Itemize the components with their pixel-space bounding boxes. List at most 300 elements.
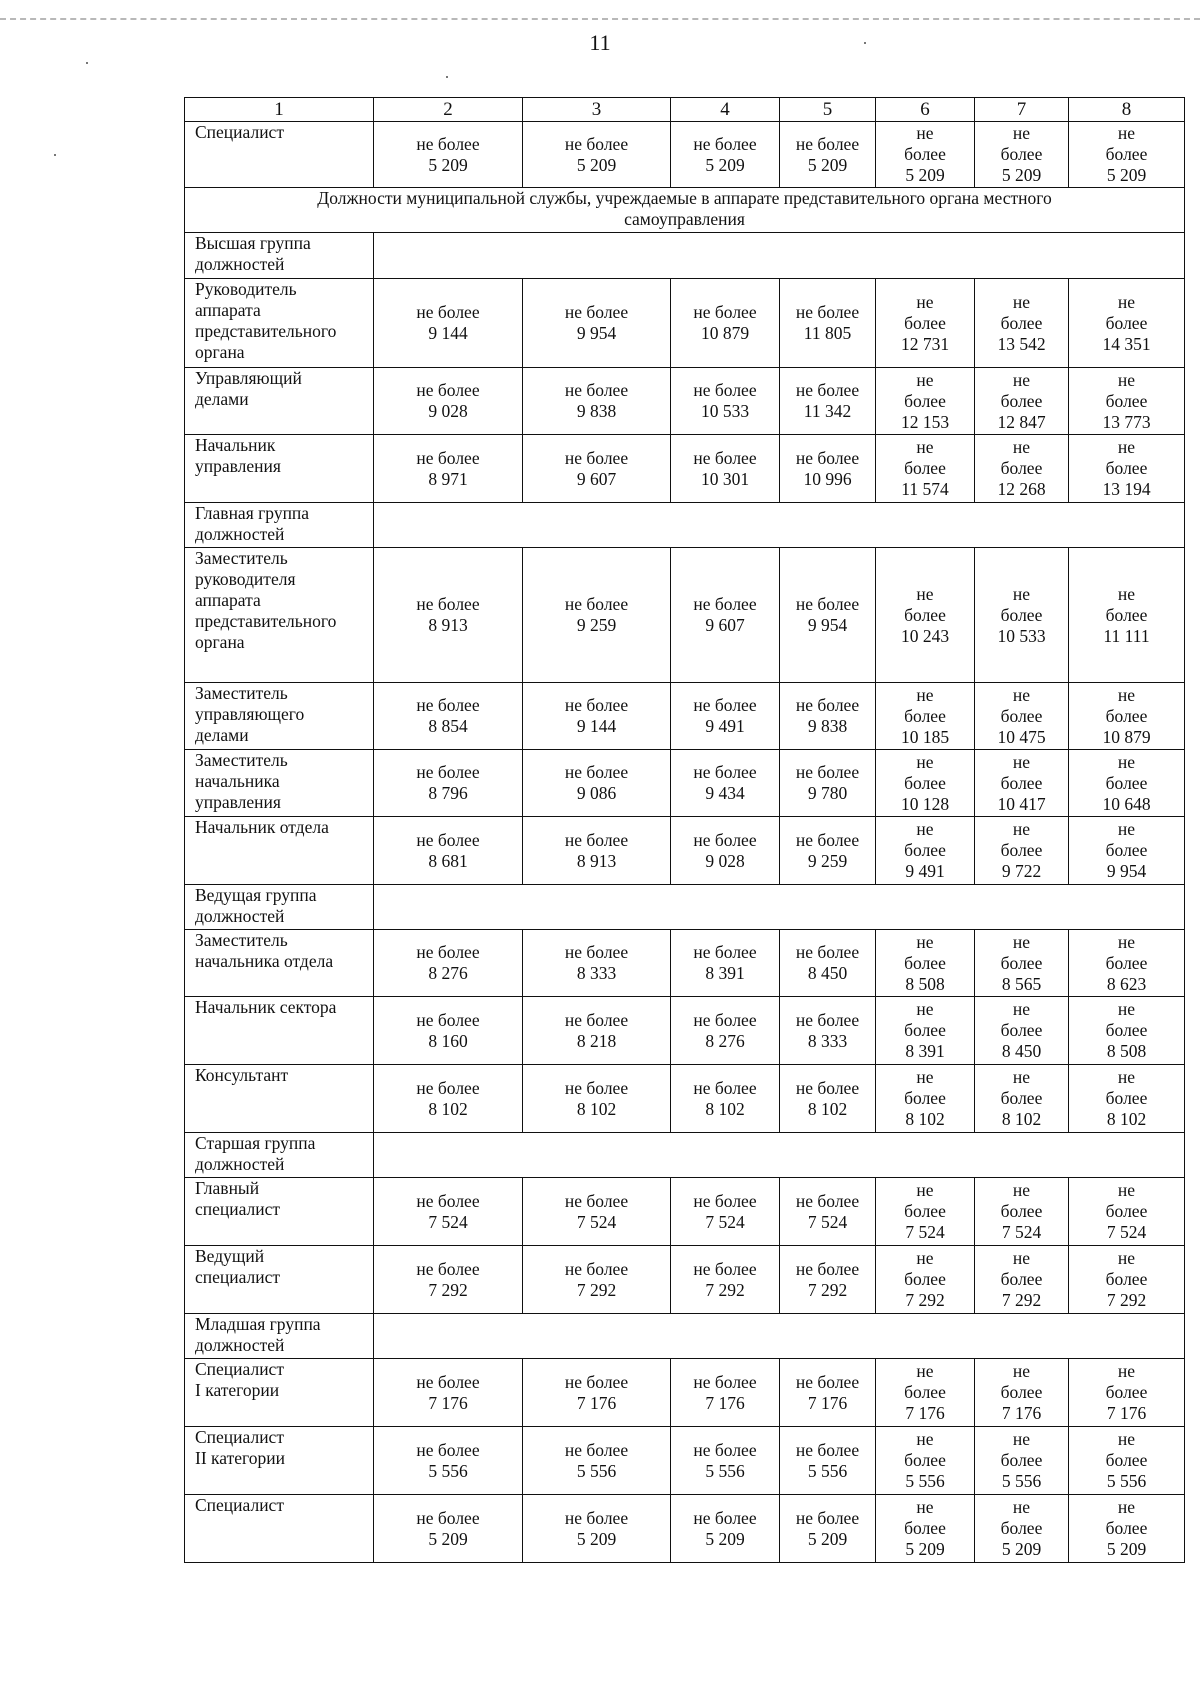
salary-prefix: не более xyxy=(693,1077,757,1098)
salary-prefix: не xyxy=(1117,1361,1136,1381)
position-name xyxy=(185,1359,374,1427)
salary-cell xyxy=(876,279,975,368)
salary-value: 8 102 xyxy=(428,1098,468,1119)
salary-cell xyxy=(374,930,523,997)
position-name xyxy=(185,1495,374,1563)
column-number-row xyxy=(185,98,1185,122)
salary-prefix: не более xyxy=(693,1190,757,1211)
salary-prefix: не xyxy=(916,1180,934,1200)
salary-prefix: не xyxy=(1012,291,1031,312)
salary-prefix: более xyxy=(1000,458,1043,478)
salary-prefix: не более xyxy=(416,1009,480,1030)
salary-cell xyxy=(876,1246,975,1314)
salary-prefix: не более xyxy=(564,1077,629,1098)
salary-cell xyxy=(1069,1427,1185,1495)
group-header-row xyxy=(185,1314,1185,1359)
salary-prefix: не более xyxy=(416,302,480,322)
salary-cell xyxy=(1069,1178,1185,1246)
salary-prefix: не xyxy=(1117,123,1136,143)
salary-prefix: более xyxy=(904,458,946,478)
salary-cell xyxy=(975,435,1069,503)
salary-prefix: более xyxy=(1105,312,1148,333)
salary-value: 10 301 xyxy=(700,468,750,489)
salary-value: 8 450 xyxy=(1001,1041,1042,1061)
position-name xyxy=(185,750,374,817)
salary-value: 7 292 xyxy=(428,1279,468,1300)
salary-prefix: более xyxy=(1105,1201,1148,1221)
salary-cell xyxy=(374,1359,523,1427)
salary-value: 9 722 xyxy=(1001,861,1042,881)
salary-cell xyxy=(374,1246,523,1314)
salary-value: 7 292 xyxy=(576,1279,617,1300)
salary-prefix: не xyxy=(1117,1429,1136,1449)
group-title xyxy=(185,885,374,930)
salary-cell xyxy=(1069,817,1185,885)
salary-cell xyxy=(374,1065,523,1133)
salary-prefix: не xyxy=(916,999,934,1019)
salary-cell xyxy=(876,817,975,885)
salary-cell xyxy=(876,997,975,1065)
salary-cell xyxy=(523,1178,671,1246)
salary-prefix: более xyxy=(904,604,946,625)
salary-value: 7 292 xyxy=(905,1290,945,1310)
salary-value: 9 491 xyxy=(705,716,745,736)
position-name-line: делами xyxy=(195,389,249,409)
salary-prefix: не более xyxy=(693,594,757,614)
salary-value: 10 185 xyxy=(900,726,950,747)
salary-prefix: не xyxy=(916,684,934,705)
position-name-line: Начальник сектора xyxy=(195,997,337,1017)
salary-value: 10 996 xyxy=(803,468,852,489)
salary-prefix: не более xyxy=(795,1439,860,1460)
salary-value: 8 218 xyxy=(576,1030,617,1051)
salary-prefix: не xyxy=(1117,1248,1136,1268)
salary-cell xyxy=(671,279,780,368)
salary-prefix: не более xyxy=(416,1507,480,1528)
salary-prefix: не xyxy=(916,1497,934,1517)
table-row xyxy=(185,279,1185,368)
position-name-line: Консультант xyxy=(195,1065,289,1085)
salary-cell xyxy=(975,1178,1069,1246)
salary-cell xyxy=(374,683,523,750)
salary-prefix: не xyxy=(1117,369,1136,390)
salary-cell xyxy=(671,683,780,750)
salary-cell xyxy=(523,817,671,885)
salary-prefix: более xyxy=(1000,1201,1043,1221)
salary-value: 8 102 xyxy=(576,1098,617,1119)
salary-prefix: более xyxy=(904,144,946,164)
empty-cell xyxy=(374,1133,1185,1178)
position-name-line: Специалист xyxy=(195,1359,284,1379)
salary-value: 8 681 xyxy=(428,850,468,871)
salary-value: 10 128 xyxy=(900,793,950,814)
salary-prefix: не xyxy=(916,123,934,143)
salary-cell xyxy=(374,368,523,435)
empty-cell xyxy=(374,1314,1185,1359)
salary-prefix: не xyxy=(916,437,934,457)
salary-cell xyxy=(780,435,876,503)
salary-value: 9 491 xyxy=(905,861,945,881)
salary-value: 10 417 xyxy=(997,793,1046,814)
salary-value: 11 574 xyxy=(901,479,949,499)
salary-cell xyxy=(975,1246,1069,1314)
salary-value: 9 259 xyxy=(807,850,848,871)
salary-cell xyxy=(876,750,975,817)
salary-value: 5 209 xyxy=(1001,1539,1042,1559)
column-number: 6 xyxy=(876,98,975,122)
salary-prefix: не xyxy=(1012,931,1031,952)
salary-prefix: более xyxy=(1105,705,1148,726)
salary-value: 8 565 xyxy=(1001,973,1042,994)
salary-cell xyxy=(975,1495,1069,1563)
salary-value: 8 913 xyxy=(428,615,468,635)
salary-prefix: не более xyxy=(416,447,480,468)
salary-value: 5 556 xyxy=(428,1460,468,1481)
salary-prefix: не более xyxy=(693,1439,757,1460)
salary-cell xyxy=(876,122,975,188)
salary-value: 8 102 xyxy=(1001,1109,1042,1129)
salary-value: 8 102 xyxy=(1106,1109,1147,1129)
scan-speck xyxy=(86,62,88,64)
salary-value: 8 854 xyxy=(428,716,468,736)
salary-value: 8 391 xyxy=(705,963,745,983)
salary-value: 9 028 xyxy=(428,401,468,421)
salary-cell xyxy=(523,1359,671,1427)
salary-prefix: не xyxy=(1117,751,1136,772)
salary-prefix: не более xyxy=(693,829,757,850)
salary-prefix: не xyxy=(916,369,934,390)
salary-cell xyxy=(374,548,523,683)
position-name xyxy=(185,435,374,503)
group-title xyxy=(185,503,374,548)
salary-prefix: более xyxy=(1000,840,1043,860)
salary-value: 10 533 xyxy=(997,625,1046,646)
salary-table xyxy=(184,97,1185,1563)
salary-prefix: не более xyxy=(795,1507,860,1528)
salary-prefix: не xyxy=(1117,819,1136,839)
salary-cell xyxy=(671,122,780,188)
scan-speck xyxy=(54,154,56,156)
salary-value: 9 954 xyxy=(807,615,848,635)
salary-prefix: более xyxy=(1105,604,1148,625)
salary-value: 12 153 xyxy=(900,411,950,432)
salary-prefix: не более xyxy=(564,1190,629,1211)
salary-prefix: более xyxy=(1000,1020,1043,1040)
salary-value: 8 333 xyxy=(807,1030,848,1051)
position-name-line: Заместитель xyxy=(195,548,288,568)
salary-cell xyxy=(876,1178,975,1246)
salary-prefix: не xyxy=(916,583,934,604)
salary-cell xyxy=(876,1427,975,1495)
salary-prefix: более xyxy=(1000,604,1043,625)
salary-value: 7 524 xyxy=(576,1211,617,1232)
salary-prefix: не xyxy=(1012,1067,1031,1087)
section-title-line: Должности муниципальной службы, учреждаемые в аппарате представительного органа местного xyxy=(317,188,1052,208)
salary-prefix: более xyxy=(1105,952,1148,973)
salary-value: 7 292 xyxy=(705,1279,745,1300)
salary-value: 12 268 xyxy=(997,479,1046,499)
section-title-line: самоуправления xyxy=(624,209,745,229)
position-name-line: Специалист xyxy=(195,122,284,142)
group-title-line: должностей xyxy=(195,524,285,544)
salary-prefix: более xyxy=(1000,1518,1043,1538)
salary-value: 5 556 xyxy=(1106,1471,1147,1491)
salary-value: 5 209 xyxy=(807,1528,848,1549)
salary-cell xyxy=(523,930,671,997)
salary-prefix: не более xyxy=(795,1009,860,1030)
salary-cell xyxy=(780,1359,876,1427)
salary-prefix: не более xyxy=(795,1190,860,1211)
salary-prefix: не xyxy=(916,819,934,839)
salary-value: 9 028 xyxy=(705,850,745,871)
salary-cell xyxy=(523,683,671,750)
salary-cell xyxy=(671,368,780,435)
position-name-line: управления xyxy=(195,456,281,476)
salary-value: 5 209 xyxy=(905,1539,945,1559)
salary-value: 11 111 xyxy=(1103,625,1150,646)
salary-prefix: не xyxy=(1012,369,1031,390)
position-name xyxy=(185,930,374,997)
salary-prefix: более xyxy=(1105,1518,1148,1538)
salary-prefix: не более xyxy=(795,762,860,782)
salary-value: 8 508 xyxy=(1106,1041,1147,1061)
salary-cell xyxy=(975,930,1069,997)
salary-value: 10 879 xyxy=(700,323,750,343)
salary-prefix: более xyxy=(1105,458,1148,478)
salary-cell xyxy=(374,435,523,503)
group-title-line: должностей xyxy=(195,906,285,926)
salary-cell xyxy=(523,1427,671,1495)
salary-cell xyxy=(975,122,1069,188)
salary-prefix: не более xyxy=(416,1439,480,1460)
salary-cell xyxy=(975,279,1069,368)
salary-cell xyxy=(975,997,1069,1065)
scan-speck xyxy=(864,42,866,44)
salary-prefix: более xyxy=(1105,840,1148,860)
salary-prefix: не xyxy=(1117,437,1136,457)
salary-cell xyxy=(523,122,671,188)
salary-cell xyxy=(523,1246,671,1314)
salary-prefix: не xyxy=(916,291,934,312)
salary-value: 7 524 xyxy=(1106,1222,1147,1242)
salary-prefix: не более xyxy=(416,1258,480,1279)
table-row xyxy=(185,997,1185,1065)
group-title-line: должностей xyxy=(195,254,285,274)
salary-cell xyxy=(780,997,876,1065)
salary-prefix: не более xyxy=(795,695,860,715)
salary-cell xyxy=(1069,368,1185,435)
position-name xyxy=(185,683,374,750)
salary-value: 7 292 xyxy=(1001,1290,1042,1310)
salary-prefix: более xyxy=(1000,705,1043,726)
salary-prefix: не более xyxy=(564,594,629,614)
salary-value: 13 773 xyxy=(1102,411,1151,432)
salary-value: 7 524 xyxy=(705,1211,745,1232)
salary-value: 5 209 xyxy=(705,1528,745,1549)
salary-value: 9 607 xyxy=(576,468,617,489)
salary-prefix: не более xyxy=(564,447,629,468)
salary-value: 10 243 xyxy=(900,625,950,646)
salary-value: 5 209 xyxy=(705,154,745,175)
salary-value: 8 102 xyxy=(807,1098,848,1119)
salary-cell xyxy=(876,1359,975,1427)
salary-value: 7 524 xyxy=(428,1211,468,1232)
salary-prefix: не более xyxy=(795,1258,860,1279)
salary-prefix: более xyxy=(904,1269,946,1289)
salary-value: 9 954 xyxy=(1106,861,1147,881)
empty-cell xyxy=(374,503,1185,548)
salary-prefix: не xyxy=(916,751,934,772)
position-name-line: Начальник отдела xyxy=(195,817,329,837)
column-number: 4 xyxy=(671,98,780,122)
salary-prefix: более xyxy=(1000,1382,1043,1402)
salary-prefix: более xyxy=(1000,144,1043,164)
salary-prefix: не более xyxy=(564,942,629,962)
group-header-row xyxy=(185,233,1185,279)
salary-value: 10 475 xyxy=(997,726,1046,747)
group-title-line: должностей xyxy=(195,1335,285,1355)
salary-cell xyxy=(876,683,975,750)
salary-prefix: не более xyxy=(564,380,629,400)
salary-value: 8 102 xyxy=(905,1109,945,1129)
salary-value: 8 276 xyxy=(428,963,468,983)
position-name-line: Заместитель xyxy=(195,930,288,950)
salary-value: 7 176 xyxy=(807,1392,848,1413)
salary-value: 13 194 xyxy=(1102,479,1151,499)
salary-cell xyxy=(671,548,780,683)
position-name xyxy=(185,997,374,1065)
salary-prefix: не более xyxy=(795,447,860,468)
salary-cell xyxy=(876,435,975,503)
salary-value: 9 607 xyxy=(705,615,745,635)
salary-prefix: более xyxy=(1105,1269,1148,1289)
salary-prefix: не более xyxy=(795,1077,860,1098)
salary-cell xyxy=(975,750,1069,817)
salary-prefix: не xyxy=(1012,123,1031,143)
column-number: 1 xyxy=(185,98,374,122)
table-row xyxy=(185,1246,1185,1314)
salary-value: 5 209 xyxy=(428,1528,468,1549)
salary-cell xyxy=(1069,122,1185,188)
salary-prefix: не xyxy=(1117,684,1136,705)
column-number: 8 xyxy=(1069,98,1185,122)
salary-value: 8 796 xyxy=(428,783,468,803)
salary-prefix: не более xyxy=(416,380,480,400)
salary-value: 5 209 xyxy=(576,1528,617,1549)
salary-value: 11 805 xyxy=(803,323,852,343)
salary-cell xyxy=(671,435,780,503)
salary-value: 9 259 xyxy=(576,615,617,635)
table-row xyxy=(185,1495,1185,1563)
salary-prefix: более xyxy=(904,1088,946,1108)
salary-cell xyxy=(780,1495,876,1563)
salary-prefix: не более xyxy=(564,829,629,850)
salary-value: 7 292 xyxy=(1106,1290,1147,1310)
group-header-row xyxy=(185,1133,1185,1178)
position-name xyxy=(185,368,374,435)
salary-cell xyxy=(671,1427,780,1495)
salary-value: 10 648 xyxy=(1102,793,1151,814)
salary-value: 7 176 xyxy=(705,1392,745,1413)
salary-cell xyxy=(1069,1359,1185,1427)
salary-prefix: более xyxy=(1105,1020,1148,1040)
salary-prefix: не более xyxy=(693,762,757,782)
salary-cell xyxy=(780,930,876,997)
salary-value: 8 102 xyxy=(705,1098,745,1119)
position-name xyxy=(185,279,374,368)
salary-value: 12 731 xyxy=(900,333,950,354)
table-body xyxy=(185,98,1185,1563)
salary-prefix: более xyxy=(904,705,946,726)
salary-prefix: не более xyxy=(693,1371,757,1392)
salary-prefix: не xyxy=(1117,1067,1136,1087)
salary-value: 5 209 xyxy=(428,154,468,175)
salary-value: 8 333 xyxy=(576,963,617,983)
salary-prefix: не xyxy=(1117,1497,1136,1517)
table-row xyxy=(185,368,1185,435)
salary-value: 5 209 xyxy=(1001,165,1042,185)
salary-prefix: не более xyxy=(795,829,860,850)
salary-value: 8 160 xyxy=(428,1030,468,1051)
salary-cell xyxy=(975,368,1069,435)
salary-prefix: не xyxy=(1117,931,1136,952)
salary-cell xyxy=(1069,1495,1185,1563)
position-name-line: органа xyxy=(195,632,245,652)
salary-cell xyxy=(671,1359,780,1427)
salary-prefix: не более xyxy=(564,762,629,782)
salary-cell xyxy=(671,1065,780,1133)
salary-value: 10 533 xyxy=(700,401,750,421)
salary-prefix: не более xyxy=(795,380,860,400)
position-name-line: I категории xyxy=(195,1380,280,1400)
salary-cell xyxy=(374,279,523,368)
column-number: 7 xyxy=(975,98,1069,122)
position-name-line: Ведущий xyxy=(195,1246,265,1266)
salary-cell xyxy=(876,548,975,683)
salary-value: 5 209 xyxy=(905,165,945,185)
salary-prefix: не xyxy=(1012,1180,1031,1200)
scan-edge-artifact xyxy=(0,18,1200,20)
position-name-line: Заместитель xyxy=(195,750,288,770)
salary-value: 8 391 xyxy=(905,1041,945,1061)
position-name-line: специалист xyxy=(195,1199,281,1219)
salary-cell xyxy=(374,997,523,1065)
salary-prefix: не xyxy=(1012,1497,1031,1517)
salary-prefix: не более xyxy=(416,1077,480,1098)
salary-value: 7 176 xyxy=(428,1392,468,1413)
salary-value: 9 086 xyxy=(576,783,617,803)
salary-value: 8 276 xyxy=(705,1030,745,1051)
salary-cell xyxy=(374,817,523,885)
salary-value: 5 209 xyxy=(576,154,617,175)
salary-value: 9 838 xyxy=(576,401,617,421)
salary-prefix: не xyxy=(1012,1429,1031,1449)
group-title-line: Младшая группа xyxy=(195,1314,321,1334)
table-row xyxy=(185,750,1185,817)
salary-prefix: не более xyxy=(416,1190,480,1211)
column-number: 3 xyxy=(523,98,671,122)
salary-value: 9 144 xyxy=(428,323,468,343)
salary-value: 12 847 xyxy=(997,411,1046,432)
salary-cell xyxy=(1069,930,1185,997)
position-name xyxy=(185,817,374,885)
table-row xyxy=(185,817,1185,885)
table-row xyxy=(185,1427,1185,1495)
salary-cell xyxy=(671,997,780,1065)
salary-value: 5 209 xyxy=(1106,1539,1147,1559)
salary-value: 7 292 xyxy=(807,1279,848,1300)
column-number: 2 xyxy=(374,98,523,122)
